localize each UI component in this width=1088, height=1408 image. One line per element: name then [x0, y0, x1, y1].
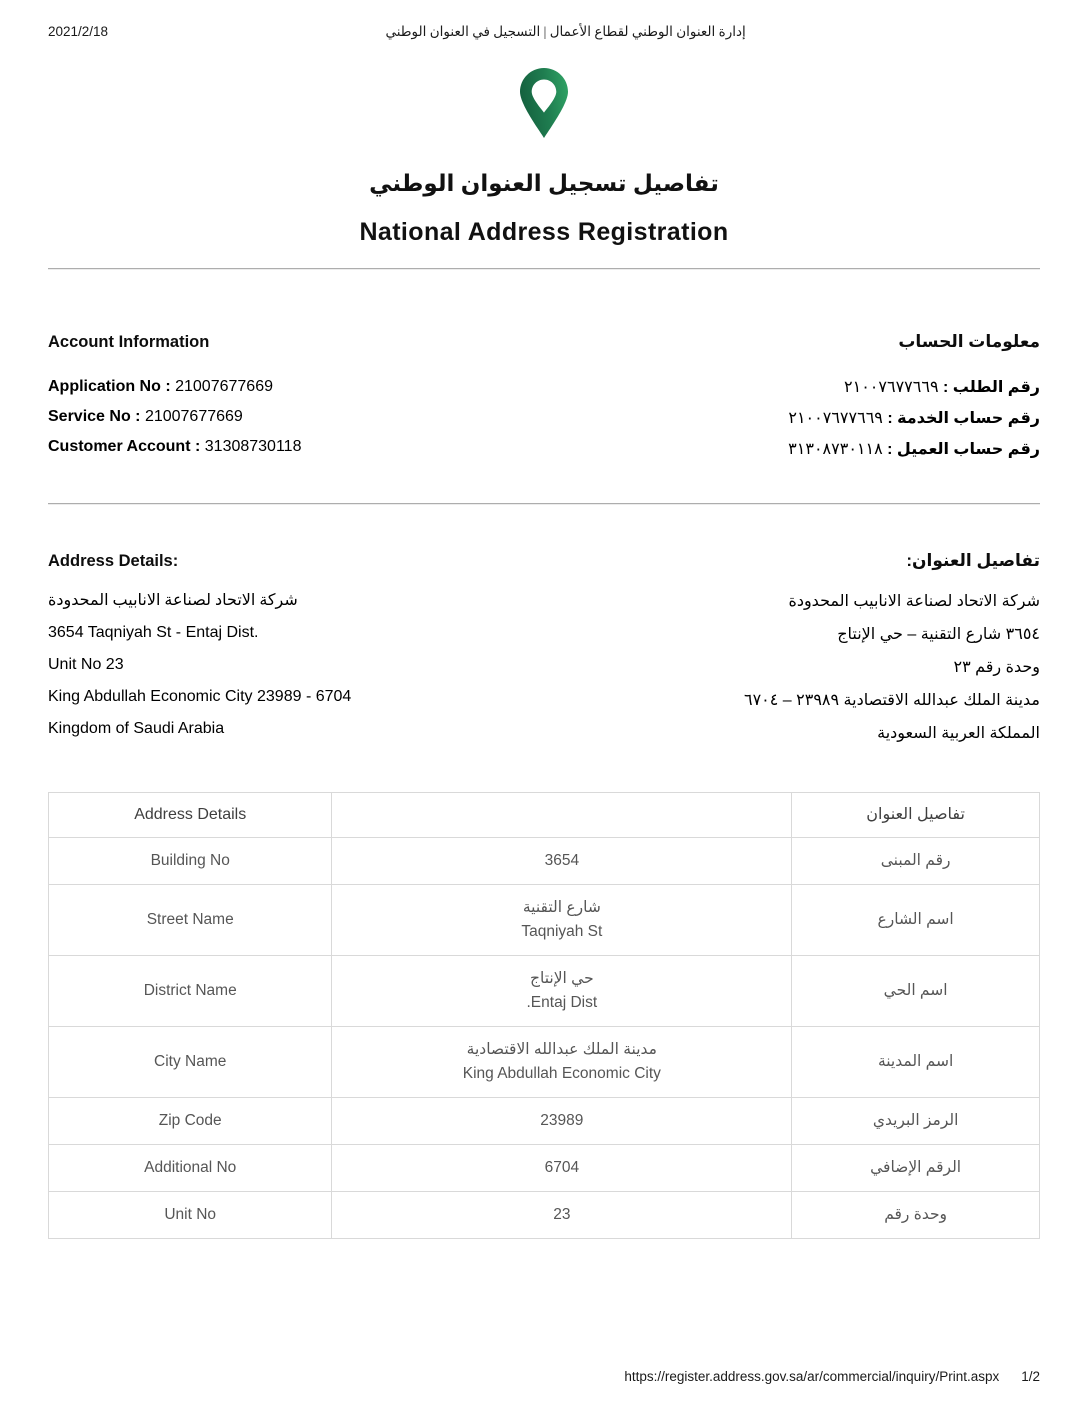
- row-label-ar: اسم الشارع: [792, 885, 1040, 956]
- account-info-heading-en: Account Information: [48, 333, 210, 351]
- address-details-english: [48, 551, 351, 750]
- table-row-zip-code: [49, 1098, 1040, 1145]
- address-details-arabic: [744, 551, 1040, 750]
- row-label-ar: وحدة رقم: [792, 1192, 1040, 1239]
- print-header: [48, 24, 1040, 42]
- address-line-street: 3654 Taqniyah St - Entaj Dist.: [48, 624, 259, 641]
- row-label-en: City Name: [49, 1027, 332, 1098]
- address-line-city-zip: King Abdullah Economic City 23989 - 6704: [48, 688, 352, 705]
- table-row-unit-no: [49, 1192, 1040, 1239]
- account-info-english: [48, 332, 301, 465]
- account-info-heading-ar: معلومات الحساب: [898, 332, 1040, 351]
- account-row-application-no-ar: رقم الطلب : ٢١٠٠٧٦٧٧٦٦٩: [844, 379, 1040, 396]
- table-row-building-no: [49, 838, 1040, 885]
- address-line-city-zip-ar: مدينة الملك عبدالله الاقتصادية ٢٣٩٨٩ – ٦٧٠٤: [743, 692, 1040, 709]
- table-row-city-name: [49, 1027, 1040, 1098]
- section-address-details: [48, 551, 1040, 750]
- table-row-street-name: [49, 885, 1040, 956]
- row-label-en: Unit No: [49, 1192, 332, 1239]
- table-header-row: [49, 793, 1040, 838]
- account-info-arabic: [788, 332, 1040, 465]
- address-table: [48, 792, 1040, 1239]
- row-value: شارع التقنية Taqniyah St: [332, 885, 792, 956]
- table-header-ar: تفاصيل العنوان: [792, 793, 1040, 838]
- address-line-unit-ar: وحدة رقم ٢٣: [953, 659, 1040, 676]
- footer-page-number: 1/2: [1021, 1369, 1040, 1384]
- address-line-country-ar: المملكة العربية السعودية: [877, 725, 1040, 742]
- row-value: 23: [332, 1192, 792, 1239]
- row-value: حي الإنتاج .Entaj Dist: [332, 956, 792, 1027]
- table-row-district-name: [49, 956, 1040, 1027]
- address-line-country: Kingdom of Saudi Arabia: [48, 720, 225, 737]
- divider: [48, 268, 1040, 270]
- address-details-heading-en: Address Details:: [48, 552, 179, 570]
- map-pin-icon: [520, 68, 568, 138]
- page-title-english: National Address Registration: [359, 218, 729, 246]
- row-label-en: Zip Code: [49, 1098, 332, 1145]
- row-label-ar: اسم الحي: [792, 956, 1040, 1027]
- row-value: 23989: [332, 1098, 792, 1145]
- row-value: مدينة الملك عبدالله الاقتصادية King Abdullah Economic City: [332, 1027, 792, 1098]
- page-title-arabic: تفاصيل تسجيل العنوان الوطني: [369, 170, 719, 196]
- account-row-service-no-ar: رقم حساب الخدمة : ٢١٠٠٧٦٧٧٦٦٩: [788, 410, 1040, 427]
- print-header-title: إدارة العنوان الوطني لقطاع الأعمال | التسجيل في العنوان الوطني: [385, 24, 746, 39]
- row-label-ar: رقم المبنى: [792, 838, 1040, 885]
- address-company-name-ar: شركة الاتحاد لصناعة الانابيب المحدودة: [48, 592, 298, 609]
- row-label-en: Street Name: [49, 885, 332, 956]
- table-header-value: [332, 793, 792, 838]
- divider: [48, 503, 1040, 505]
- print-date: 2021/2/18: [48, 24, 109, 39]
- national-address-logo: [48, 68, 1040, 138]
- table-header-en: Address Details: [49, 793, 332, 838]
- table-row-additional-no: [49, 1145, 1040, 1192]
- section-account-information: [48, 332, 1040, 465]
- account-row-customer-account-ar: رقم حساب العميل : ٣١٣٠٨٧٣٠١١٨: [788, 441, 1040, 458]
- account-row-service-no: Service No : 21007677669: [48, 408, 243, 425]
- footer-url: https://register.address.gov.sa/ar/commercial/inquiry/Print.aspx: [624, 1369, 1000, 1384]
- row-label-en: Building No: [49, 838, 332, 885]
- address-line-company-ar: شركة الاتحاد لصناعة الانابيب المحدودة: [788, 593, 1040, 610]
- address-details-heading-ar: تفاصيل العنوان:: [906, 551, 1040, 570]
- print-footer: [624, 1369, 1040, 1384]
- address-line-street-ar: ٣٦٥٤ شارع التقنية – حي الإنتاج: [837, 626, 1040, 643]
- row-label-ar: اسم المدينة: [792, 1027, 1040, 1098]
- row-value: 3654: [332, 838, 792, 885]
- account-row-application-no: Application No : 21007677669: [48, 378, 273, 395]
- row-label-en: Additional No: [49, 1145, 332, 1192]
- row-label-en: District Name: [49, 956, 332, 1027]
- address-line-unit: Unit No 23: [48, 656, 124, 673]
- row-label-ar: الرقم الإضافي: [792, 1145, 1040, 1192]
- row-label-ar: الرمز البريدي: [792, 1098, 1040, 1145]
- account-row-customer-account: Customer Account : 31308730118: [48, 438, 302, 455]
- row-value: 6704: [332, 1145, 792, 1192]
